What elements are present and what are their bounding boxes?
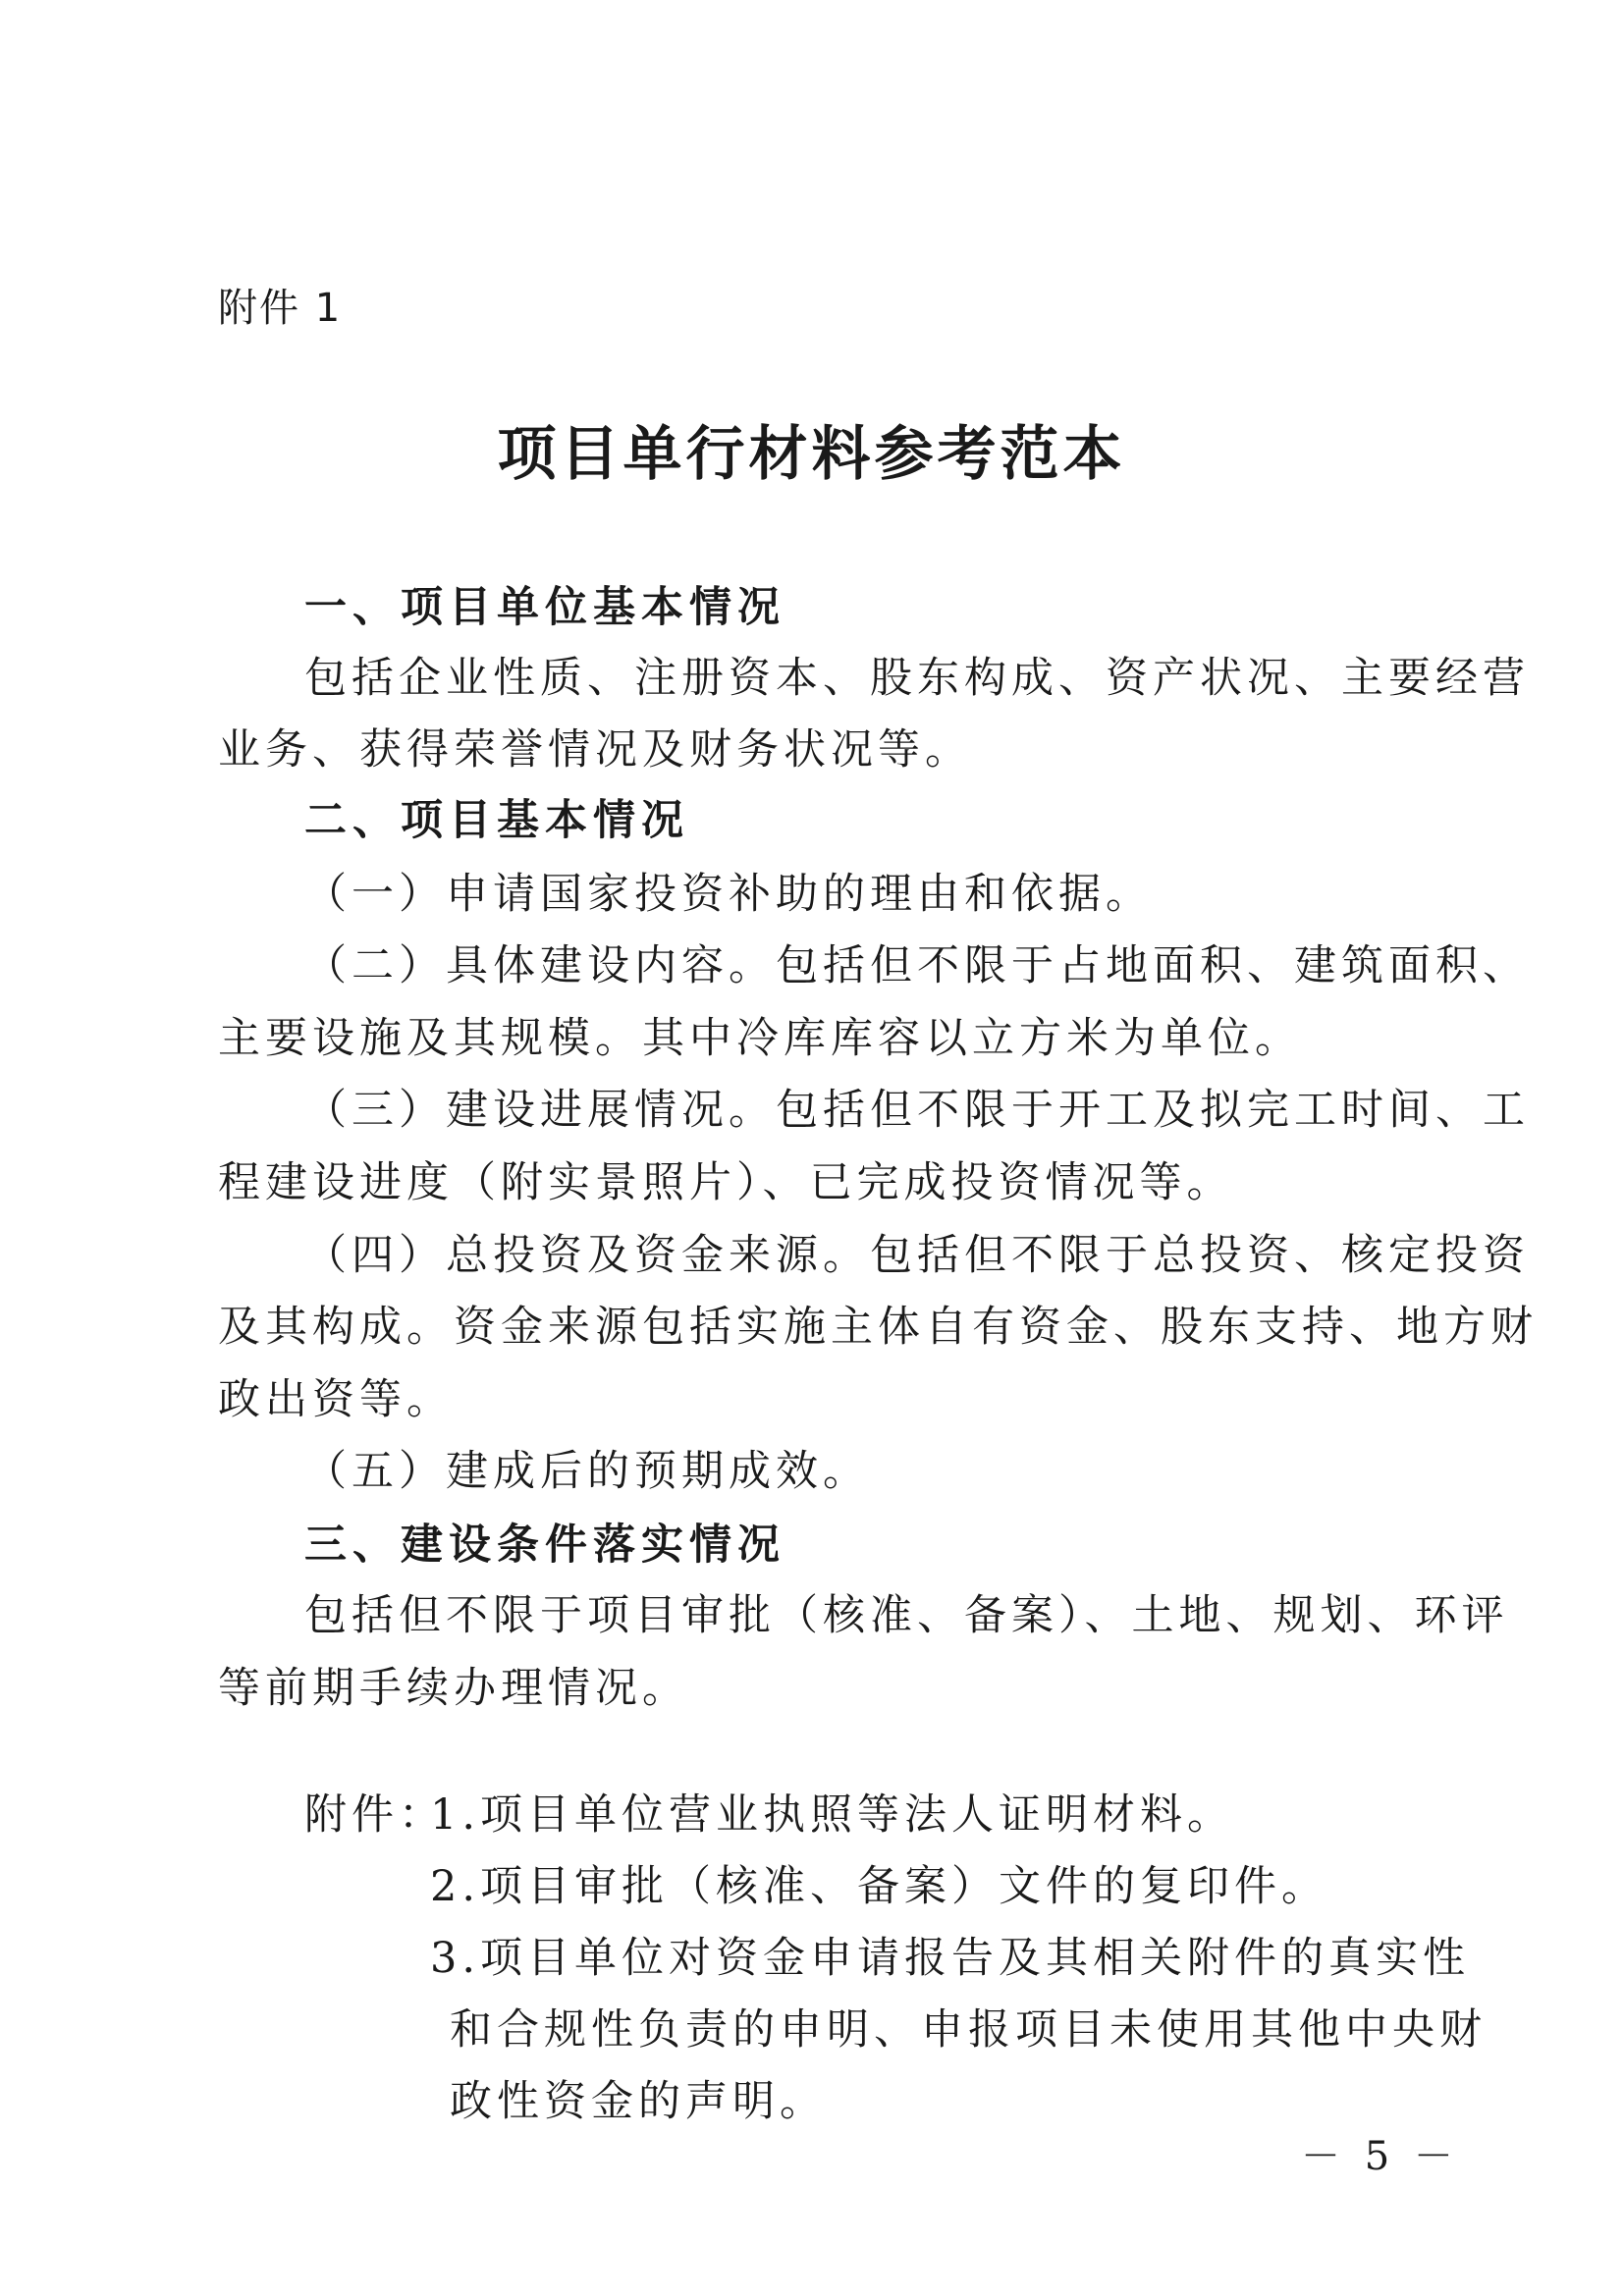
paragraph-line: 包括企业性质、注册资本、股东构成、资产状况、主要经营 bbox=[304, 654, 1530, 703]
paragraph-line: （五）建成后的预期成效。 bbox=[304, 1447, 870, 1496]
attachment-item-3: 3.项目单位对资金申请报告及其相关附件的真实性 bbox=[430, 1934, 1471, 1983]
document-title: 项目单行材料参考范本 bbox=[497, 420, 1126, 489]
attachment-item-2: 2.项目审批（核准、备案）文件的复印件。 bbox=[430, 1862, 1329, 1911]
page-number: － 5 － bbox=[1301, 2134, 1459, 2179]
paragraph-line: 等前期手续办理情况。 bbox=[218, 1664, 689, 1713]
attachment-item-3-cont: 和合规性负责的申明、申报项目未使用其他中央财 bbox=[450, 2005, 1487, 2055]
paragraph-line: 业务、获得荣誉情况及财务状况等。 bbox=[218, 725, 972, 774]
paragraph-line: 及其构成。资金来源包括实施主体自有资金、股东支持、地方财 bbox=[218, 1303, 1538, 1352]
attachment-label: 附件 1 bbox=[218, 286, 343, 331]
paragraph-line: （一）申请国家投资补助的理由和依据。 bbox=[304, 870, 1153, 919]
paragraph-line: （四）总投资及资金来源。包括但不限于总投资、核定投资 bbox=[304, 1231, 1530, 1280]
paragraph-line: （三）建设进展情况。包括但不限于开工及拟完工时间、工 bbox=[304, 1086, 1530, 1135]
paragraph-line: 包括但不限于项目审批（核准、备案）、土地、规划、环评 bbox=[304, 1591, 1509, 1640]
paragraph-line: 程建设进度（附实景照片）、已完成投资情况等。 bbox=[218, 1158, 1234, 1207]
paragraph-line: （二）具体建设内容。包括但不限于占地面积、建筑面积、 bbox=[304, 941, 1530, 990]
attachment-item-1: 1.项目单位营业执照等法人证明材料。 bbox=[430, 1790, 1235, 1840]
section-heading-2: 二、项目基本情况 bbox=[304, 796, 689, 845]
section-heading-3: 三、建设条件落实情况 bbox=[304, 1521, 785, 1570]
attachment-item-3-cont: 政性资金的声明。 bbox=[450, 2077, 827, 2126]
section-heading-1: 一、项目单位基本情况 bbox=[304, 583, 785, 632]
paragraph-line: 政出资等。 bbox=[218, 1375, 454, 1424]
attachments-label: 附件： bbox=[304, 1790, 446, 1840]
paragraph-line: 主要设施及其规模。其中冷库库容以立方米为单位。 bbox=[218, 1014, 1302, 1063]
